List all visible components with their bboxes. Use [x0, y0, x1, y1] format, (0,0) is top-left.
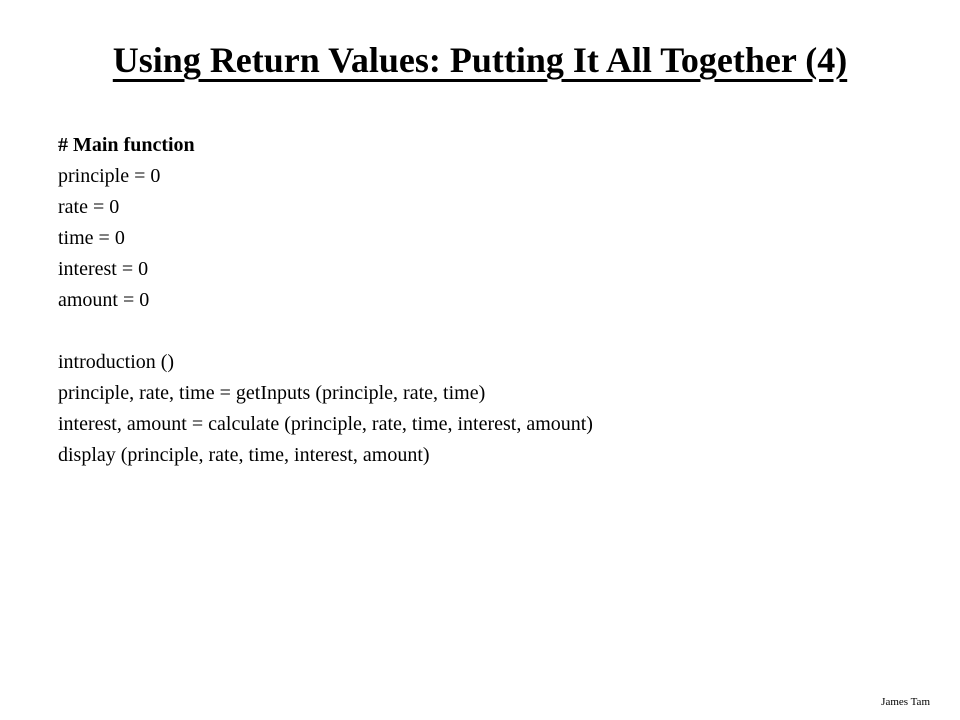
- code-line-getinputs-call: principle, rate, time = getInputs (principle, rate, time): [58, 382, 486, 404]
- code-line-amount: amount = 0: [58, 289, 150, 311]
- code-line-introduction-call: introduction (): [58, 351, 175, 373]
- code-block: [58, 130, 593, 471]
- code-comment-main-function: # Main function: [58, 134, 195, 156]
- code-line-rate: rate = 0: [58, 196, 120, 218]
- slide-title-text: Using Return Values: Putting It All Together (4): [112, 40, 848, 80]
- code-line-calculate-call: interest, amount = calculate (principle, rate, time, interest, amount): [58, 413, 593, 435]
- code-line-interest: interest = 0: [58, 258, 149, 280]
- code-line-principle: principle = 0: [58, 165, 161, 187]
- code-line-display-call: display (principle, rate, time, interest, amount): [58, 444, 430, 466]
- author-footer: James Tam: [881, 696, 930, 708]
- code-blank-line: [58, 316, 593, 347]
- code-line-time: time = 0: [58, 227, 125, 249]
- slide-title: [0, 38, 960, 82]
